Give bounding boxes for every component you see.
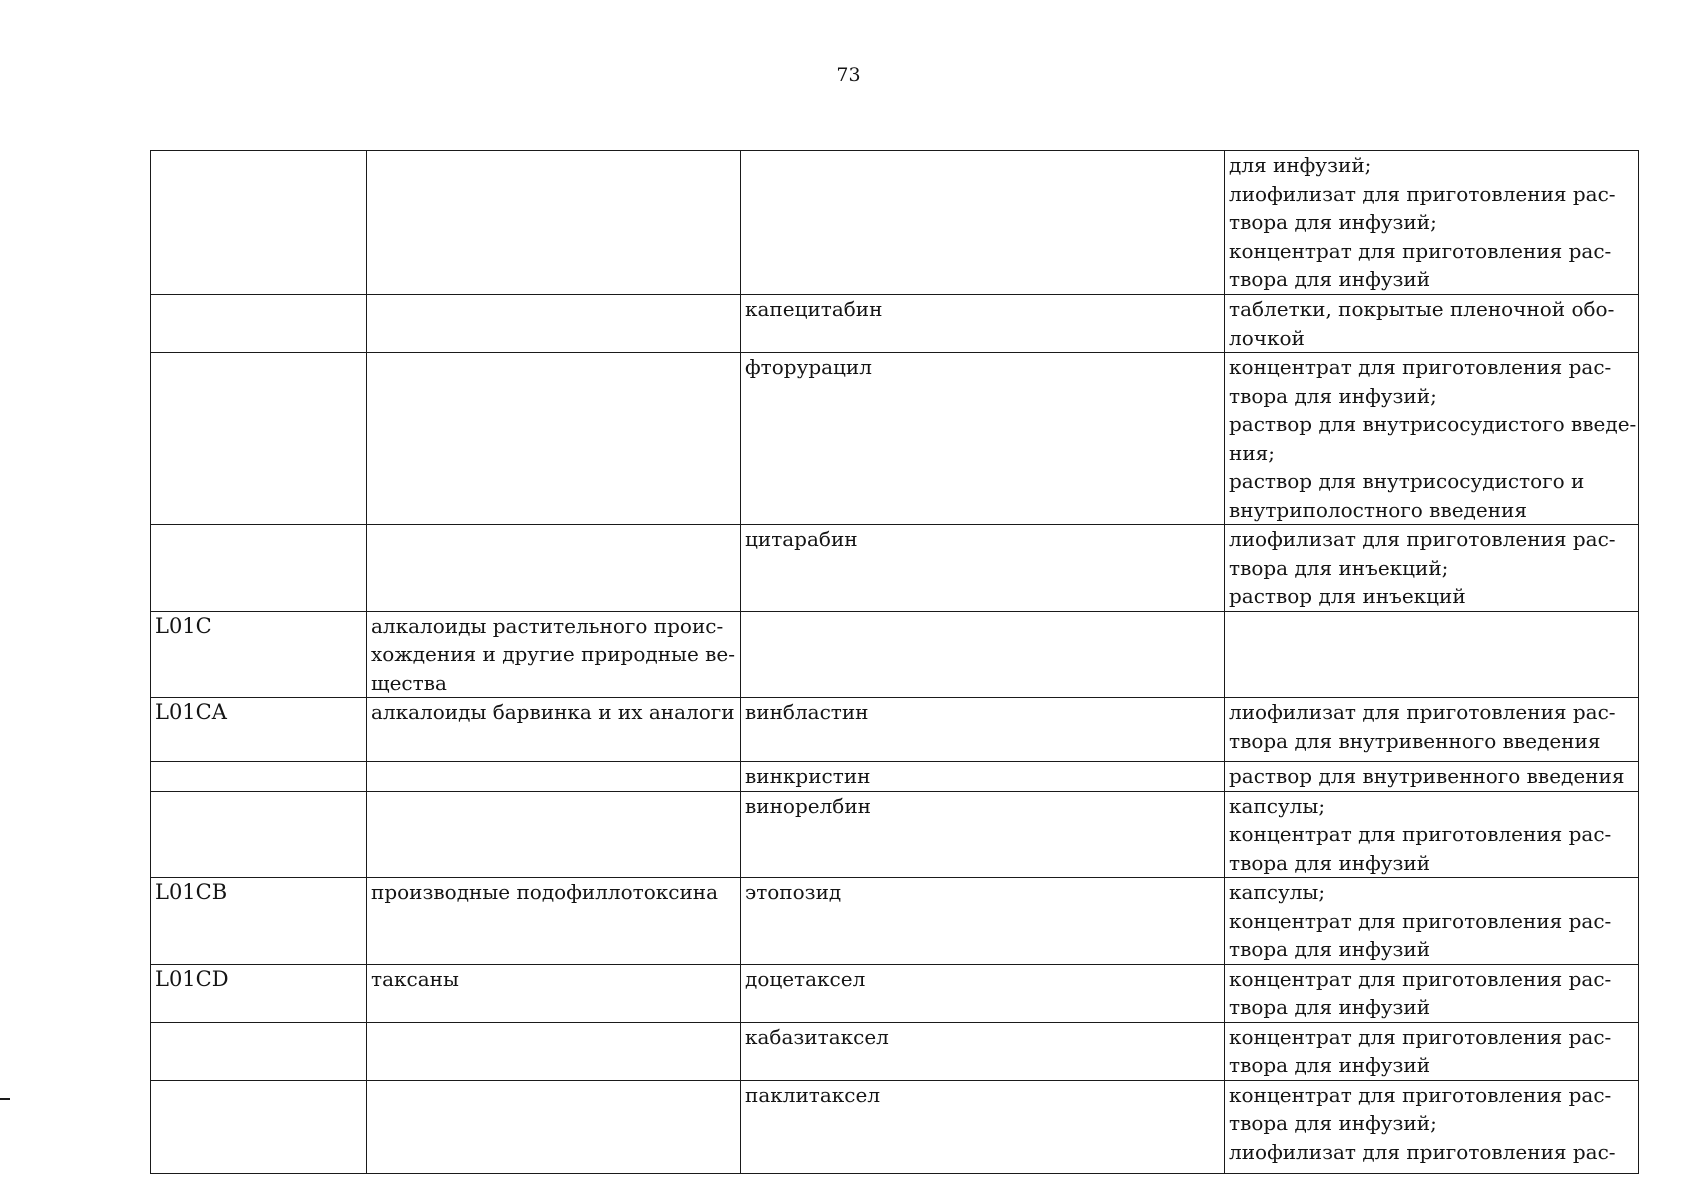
text-line: концентрат для приготовления рас-: [1229, 355, 1612, 379]
dosage-forms-cell: [1225, 791, 1639, 878]
text-line: концентрат для приготовления рас-: [1229, 1024, 1612, 1049]
text-line: концентрат для приготовления рас-: [1229, 1082, 1612, 1107]
pharmacological-group-cell: [367, 525, 741, 612]
text-line: лиофилизат для приготовления рас-: [1229, 700, 1616, 724]
dosage-forms-cell: [1225, 878, 1639, 965]
dosage-forms-cell: [1225, 295, 1639, 353]
text-line: твора для внутривенного введения: [1229, 728, 1601, 753]
table-row: [151, 353, 1639, 525]
text-line: щества: [371, 670, 447, 695]
text-line: твора для инъекций;: [1229, 555, 1449, 580]
text-line: концентрат для приготовления рас-: [1229, 238, 1612, 263]
drug-name-cell: кабазитаксел: [741, 1022, 1225, 1080]
dosage-forms-cell: [1225, 525, 1639, 612]
pharmacological-group-cell: [367, 353, 741, 525]
dosage-forms-cell: [1225, 964, 1639, 1022]
text-line: ния;: [1229, 440, 1276, 465]
text-line: концентрат для приготовления рас-: [1229, 908, 1612, 933]
margin-mark: [0, 1098, 10, 1100]
pharmacological-group-cell: [367, 1022, 741, 1080]
text-line: твора для инфузий;: [1229, 210, 1437, 234]
table-row: [151, 964, 1639, 1022]
dosage-forms-cell: [1225, 762, 1639, 792]
drug-name-cell: доцетаксел: [741, 964, 1225, 1022]
pharmacological-group-cell: [367, 1080, 741, 1173]
drug-name-cell: [741, 611, 1225, 698]
text-line: твора для инфузий: [1229, 1053, 1431, 1077]
text-line: раствор для внутривенного введения: [1229, 764, 1625, 788]
pharmacological-group-cell: [367, 151, 741, 295]
dosage-forms-cell: [1225, 353, 1639, 525]
dosage-forms-cell: [1225, 151, 1639, 295]
text-line: таблетки, покрытые пленочной обо-: [1229, 297, 1615, 321]
table-row: [151, 525, 1639, 612]
atc-code-cell: [151, 525, 367, 612]
atc-code-cell: [151, 1022, 367, 1080]
text-line: раствор для инъекций: [1229, 584, 1466, 608]
text-line: лиофилизат для приготовления рас-: [1229, 1139, 1616, 1164]
text-line: алкалоиды барвинка и их аналоги: [371, 700, 735, 724]
drug-table: [150, 150, 1639, 1174]
pharmacological-group-cell: [367, 611, 741, 698]
atc-code-cell: L01CA: [151, 698, 367, 762]
text-line: концентрат для приготовления рас-: [1229, 966, 1612, 991]
text-line: лиофилизат для приготовления рас-: [1229, 181, 1616, 206]
atc-code-cell: L01CB: [151, 878, 367, 965]
pharmacological-group-cell: [367, 762, 741, 792]
text-line: раствор для внутрисосудистого и: [1229, 469, 1585, 493]
table-row: [151, 1080, 1639, 1173]
table-row: [151, 1022, 1639, 1080]
table-body: [151, 151, 1639, 1174]
drug-name-cell: фторурацил: [741, 353, 1225, 525]
text-line: твора для инфузий: [1229, 995, 1431, 1019]
drug-name-cell: капецитабин: [741, 295, 1225, 353]
table-row: [151, 295, 1639, 353]
pharmacological-group-cell: [367, 964, 741, 1022]
table-row: [151, 151, 1639, 295]
table-row: [151, 611, 1639, 698]
drug-name-cell: этопозид: [741, 878, 1225, 965]
text-line: капсулы;: [1229, 793, 1326, 818]
atc-code-cell: [151, 151, 367, 295]
pharmacological-group-cell: [367, 878, 741, 965]
drug-name-cell: винорелбин: [741, 791, 1225, 878]
text-line: твора для инфузий;: [1229, 1111, 1437, 1135]
table-row: [151, 762, 1639, 792]
pharmacological-group-cell: [367, 295, 741, 353]
dosage-forms-cell: [1225, 698, 1639, 762]
text-line: алкалоиды растительного проис-: [371, 613, 724, 638]
drug-name-cell: паклитаксел: [741, 1080, 1225, 1173]
atc-code-cell: L01CD: [151, 964, 367, 1022]
text-line: твора для инфузий: [1229, 937, 1431, 961]
table-row: [151, 791, 1639, 878]
dosage-forms-cell: [1225, 1022, 1639, 1080]
dosage-forms-cell: [1225, 1080, 1639, 1173]
table-row: [151, 878, 1639, 965]
text-line: производные подофиллотоксина: [371, 880, 719, 904]
text-line: твора для инфузий: [1229, 267, 1431, 291]
text-line: твора для инфузий: [1229, 850, 1431, 875]
text-line: внутриполостного введения: [1229, 497, 1527, 522]
text-line: концентрат для приготовления рас-: [1229, 822, 1612, 846]
atc-code-cell: [151, 1080, 367, 1173]
atc-code-cell: [151, 791, 367, 878]
text-line: раствор для внутрисосудистого введе-: [1229, 412, 1637, 436]
drug-name-cell: винбластин: [741, 698, 1225, 762]
drug-name-cell: [741, 151, 1225, 295]
pharmacological-group-cell: [367, 791, 741, 878]
atc-code-cell: [151, 762, 367, 792]
pharmacological-group-cell: [367, 698, 741, 762]
page-number: 73: [836, 64, 861, 86]
drug-name-cell: винкристин: [741, 762, 1225, 792]
text-line: для инфузий;: [1229, 153, 1372, 177]
atc-code-cell: L01C: [151, 611, 367, 698]
text-line: капсулы;: [1229, 880, 1326, 904]
text-line: лочкой: [1229, 325, 1305, 350]
text-line: таксаны: [371, 966, 459, 991]
drug-name-cell: цитарабин: [741, 525, 1225, 612]
text-line: лиофилизат для приготовления рас-: [1229, 527, 1616, 551]
text-line: хождения и другие природные ве-: [371, 642, 735, 666]
table-row: [151, 698, 1639, 762]
atc-code-cell: [151, 295, 367, 353]
text-line: твора для инфузий;: [1229, 383, 1437, 408]
atc-code-cell: [151, 353, 367, 525]
dosage-forms-cell: [1225, 611, 1639, 698]
